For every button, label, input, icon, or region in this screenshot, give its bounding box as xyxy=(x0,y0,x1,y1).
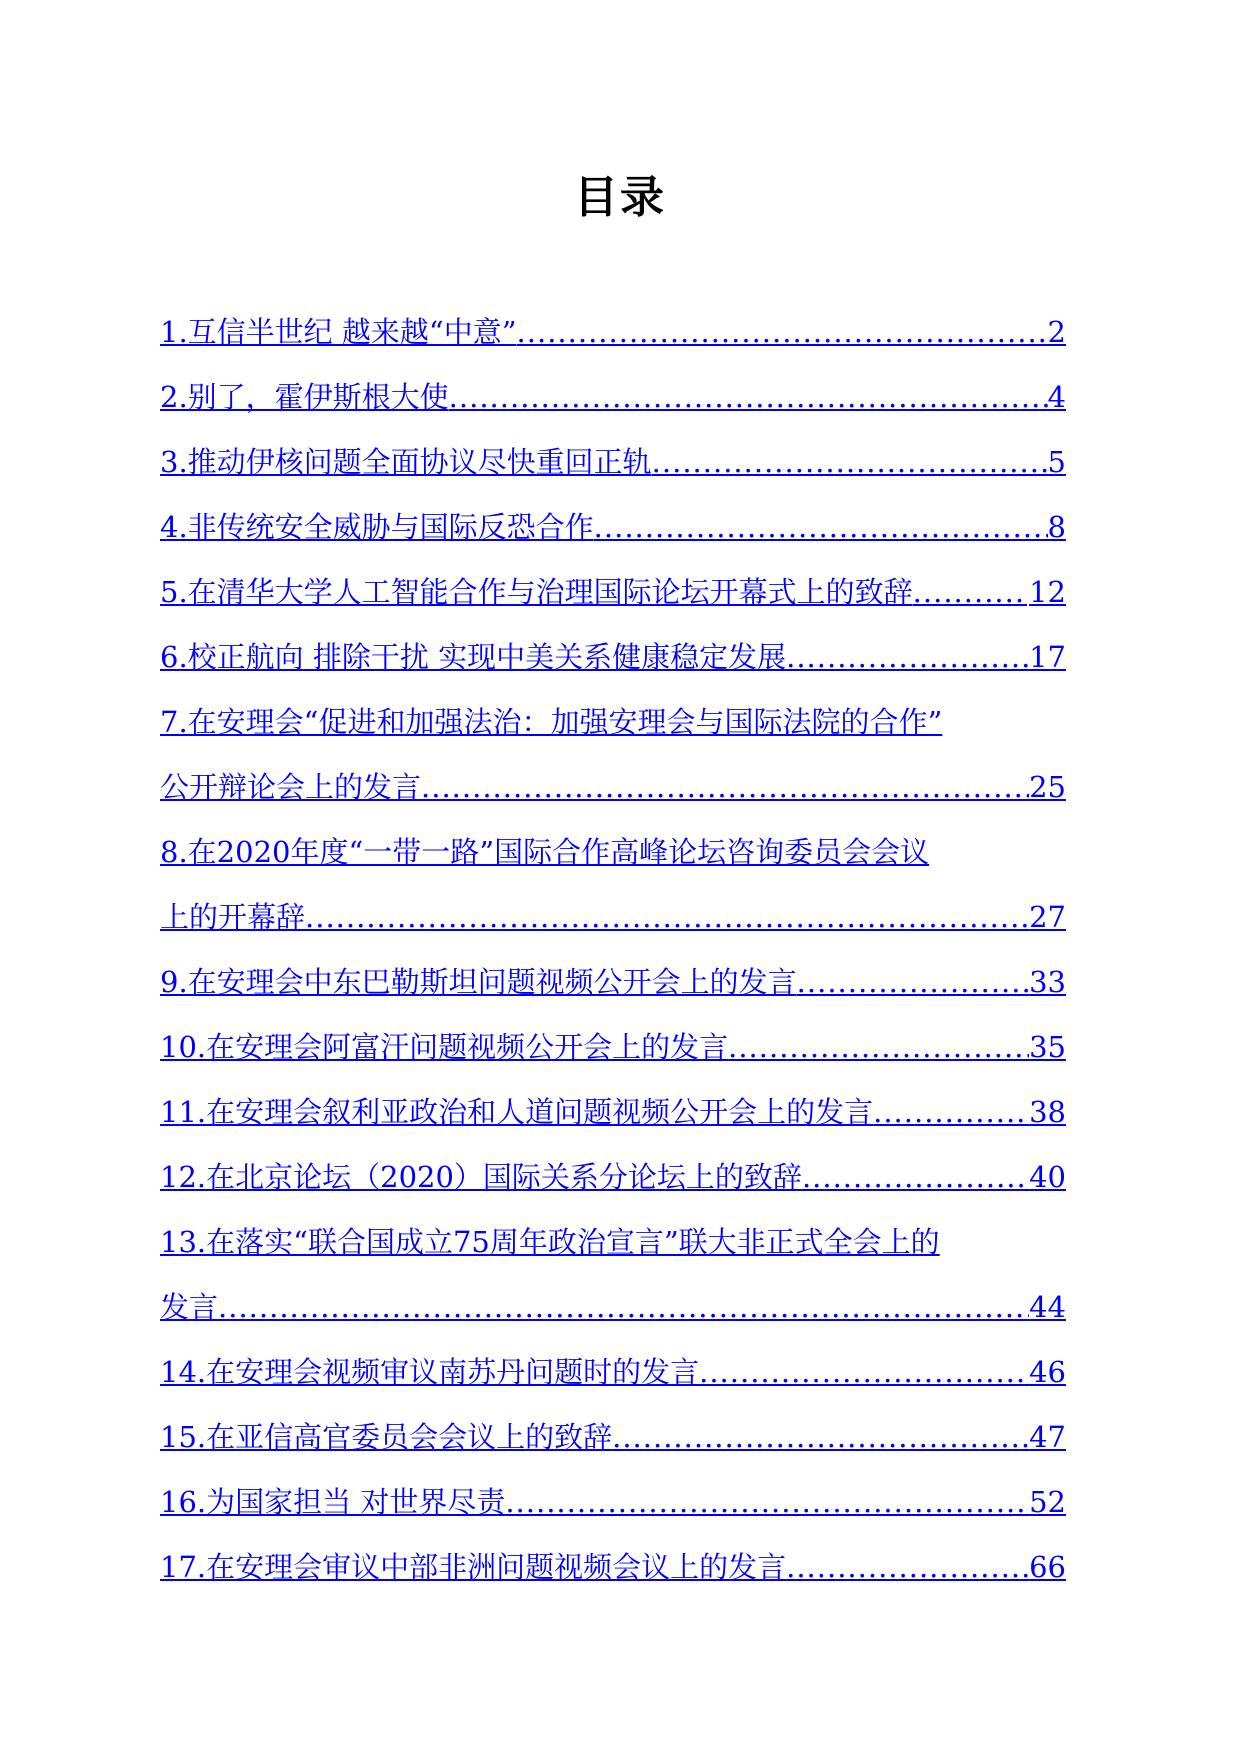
toc-leader-dots xyxy=(699,1340,1029,1405)
toc-leader-dots xyxy=(802,1145,1029,1210)
toc-entry-7-continued[interactable] xyxy=(160,755,1066,820)
toc-entry-title: 8.在2020年度“一带一路”国际合作高峰论坛咨询委员会会议 xyxy=(160,835,930,869)
toc-entry-8[interactable] xyxy=(160,820,1106,885)
toc-entry-8-continued[interactable] xyxy=(160,885,1066,950)
toc-entry-page: 44 xyxy=(1029,1290,1066,1324)
toc-entry-page: 17 xyxy=(1029,640,1066,674)
toc-entry-page: 12 xyxy=(1029,575,1066,609)
toc-leader-dots xyxy=(505,1470,1029,1535)
toc-entry-15[interactable] xyxy=(160,1405,1066,1470)
toc-leader-dots xyxy=(612,1405,1029,1470)
toc-entry-title: 2.别了，霍伊斯根大使 xyxy=(160,380,449,414)
toc-entry-title: 12.在北京论坛（2020）国际关系分论坛上的致辞 xyxy=(160,1160,802,1194)
toc-leader-dots xyxy=(652,430,1048,495)
toc-entry-page: 8 xyxy=(1047,510,1066,544)
toc-entry-title: 13.在落实“联合国成立75周年政治宣言”联大非正式全会上的 xyxy=(160,1225,940,1259)
toc-entry-3[interactable] xyxy=(160,430,1066,495)
toc-leader-dots xyxy=(786,1535,1029,1600)
toc-entry-16[interactable] xyxy=(160,1470,1066,1535)
toc-entry-title: 3.推动伊核问题全面协议尽快重回正轨 xyxy=(160,445,652,479)
toc-entry-title: 17.在安理会审议中部非洲问题视频会议上的发言 xyxy=(160,1550,787,1584)
toc-entry-title: 10.在安理会阿富汗问题视频公开会上的发言 xyxy=(160,1030,729,1064)
toc-entry-page: 46 xyxy=(1029,1355,1066,1389)
toc-entry-page: 2 xyxy=(1047,315,1066,349)
toc-entry-title: 1.互信半世纪 越来越“中意” xyxy=(160,315,517,349)
toc-entry-9[interactable] xyxy=(160,950,1066,1015)
toc-entry-title-continued: 公开辩论会上的发言 xyxy=(160,770,422,804)
toc-entry-title: 15.在亚信高官委员会会议上的致辞 xyxy=(160,1420,613,1454)
toc-entry-page: 35 xyxy=(1029,1030,1066,1064)
toc-entry-11[interactable] xyxy=(160,1080,1066,1145)
toc-entry-title: 11.在安理会叙利亚政治和人道问题视频公开会上的发言 xyxy=(160,1095,874,1129)
toc-leader-dots xyxy=(786,625,1029,690)
toc-entry-page: 38 xyxy=(1029,1095,1066,1129)
toc-entry-page: 47 xyxy=(1029,1420,1066,1454)
toc-entry-14[interactable] xyxy=(160,1340,1066,1405)
toc-entry-page: 66 xyxy=(1029,1550,1066,1584)
toc-entry-title: 9.在安理会中东巴勒斯坦问题视频公开会上的发言 xyxy=(160,965,797,999)
toc-entry-5[interactable] xyxy=(160,560,1066,625)
toc-entry-title: 5.在清华大学人工智能合作与治理国际论坛开幕式上的致辞 xyxy=(160,575,913,609)
toc-entry-13-continued[interactable] xyxy=(160,1275,1066,1340)
toc-entry-title: 16.为国家担当 对世界尽责 xyxy=(160,1485,506,1519)
toc-entry-1[interactable] xyxy=(160,300,1066,365)
toc-leader-dots xyxy=(517,300,1048,365)
toc-leader-dots xyxy=(873,1080,1029,1145)
toc-entry-13[interactable] xyxy=(160,1210,1106,1275)
table-of-contents xyxy=(160,300,1106,1600)
toc-entry-page: 5 xyxy=(1047,445,1066,479)
toc-entry-title: 14.在安理会视频审议南苏丹问题时的发言 xyxy=(160,1355,700,1389)
toc-entry-2[interactable] xyxy=(160,365,1066,430)
toc-entry-6[interactable] xyxy=(160,625,1066,690)
toc-entry-12[interactable] xyxy=(160,1145,1066,1210)
toc-entry-title-continued: 发言 xyxy=(160,1290,219,1324)
toc-leader-dots xyxy=(594,495,1048,560)
toc-entry-17[interactable] xyxy=(160,1535,1066,1600)
toc-leader-dots xyxy=(305,885,1029,950)
toc-entry-page: 33 xyxy=(1029,965,1066,999)
toc-entry-title-continued: 上的开幕辞 xyxy=(160,900,306,934)
toc-entry-page: 52 xyxy=(1029,1485,1066,1519)
toc-entry-title: 6.校正航向 排除干扰 实现中美关系健康稳定发展 xyxy=(160,640,787,674)
toc-entry-page: 27 xyxy=(1029,900,1066,934)
toc-entry-page: 25 xyxy=(1029,770,1066,804)
toc-entry-4[interactable] xyxy=(160,495,1066,560)
page-title: 目录 xyxy=(574,172,666,223)
toc-entry-page: 4 xyxy=(1047,380,1066,414)
toc-leader-dots xyxy=(913,560,1027,625)
toc-leader-dots xyxy=(728,1015,1029,1080)
toc-leader-dots xyxy=(421,755,1029,820)
toc-entry-7[interactable] xyxy=(160,690,1106,755)
toc-leader-dots xyxy=(797,950,1029,1015)
toc-entry-page: 40 xyxy=(1029,1160,1066,1194)
toc-entry-title: 4.非传统安全威胁与国际反恐合作 xyxy=(160,510,594,544)
toc-leader-dots xyxy=(218,1275,1029,1340)
toc-entry-10[interactable] xyxy=(160,1015,1066,1080)
toc-leader-dots xyxy=(449,365,1048,430)
toc-entry-title: 7.在安理会“促进和加强法治：加强安理会与国际法院的合作” xyxy=(160,705,943,739)
